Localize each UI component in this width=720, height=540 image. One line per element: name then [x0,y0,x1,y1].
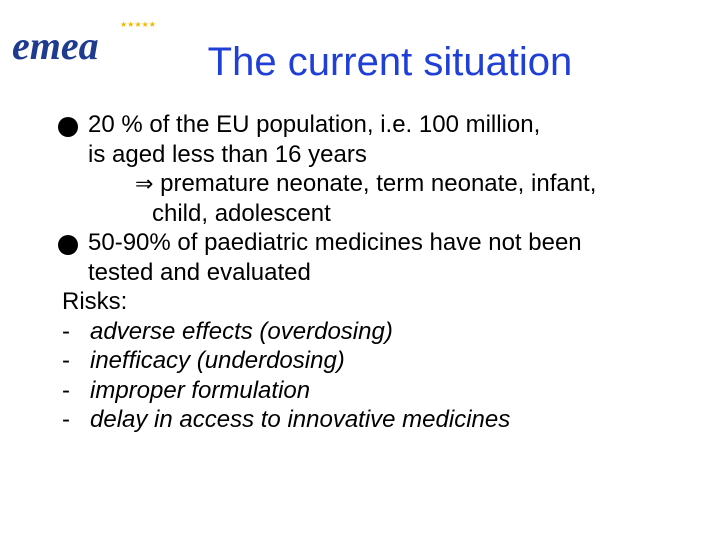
bullet-item [58,110,698,140]
risk-item [58,405,698,435]
dash-marker: - [62,376,70,404]
sub-point [58,169,698,199]
bullet-text: 20 % of the EU population, i.e. 100 million, [88,111,541,138]
logo-stars: ★★★★★ [120,20,156,29]
slide-content [58,110,698,435]
dash-marker: - [62,317,70,345]
dash-marker: - [62,347,70,374]
sub-point-line: premature neonate, term neonate, infant, [160,170,597,197]
risk-text: adverse effects (overdosing) [90,317,393,345]
risk-item [58,376,698,406]
page-title: The current situation [207,40,573,84]
bullet-text-continued: is aged less than 16 years [88,140,367,168]
risk-text: inefficacy (underdosing) [90,347,345,374]
risk-text: improper formulation [90,376,311,404]
sub-point-text-continued: child, adolescent [152,199,331,227]
logo-text: emea [12,23,99,68]
bullet-dot-icon [58,235,78,255]
risk-item [58,346,698,376]
bullet-continuation [58,140,698,170]
sub-point-continuation [58,199,698,229]
sub-point-text [135,169,596,200]
dash-marker: - [62,406,70,433]
bullet-item [58,228,698,258]
implies-arrow-icon: ⇒ [135,172,154,197]
bullet-text-continued: tested and evaluated [88,258,311,286]
bullet-text: 50-90% of paediatric medicines have not been [88,229,582,256]
bullet-dot-icon [58,117,78,137]
risk-item [58,317,698,347]
emea-logo [8,12,156,68]
risks-heading-row [58,287,698,317]
bullet-continuation [58,258,698,288]
risks-heading: Risks: [62,288,128,315]
risk-text: delay in access to innovative medicines [90,406,511,433]
